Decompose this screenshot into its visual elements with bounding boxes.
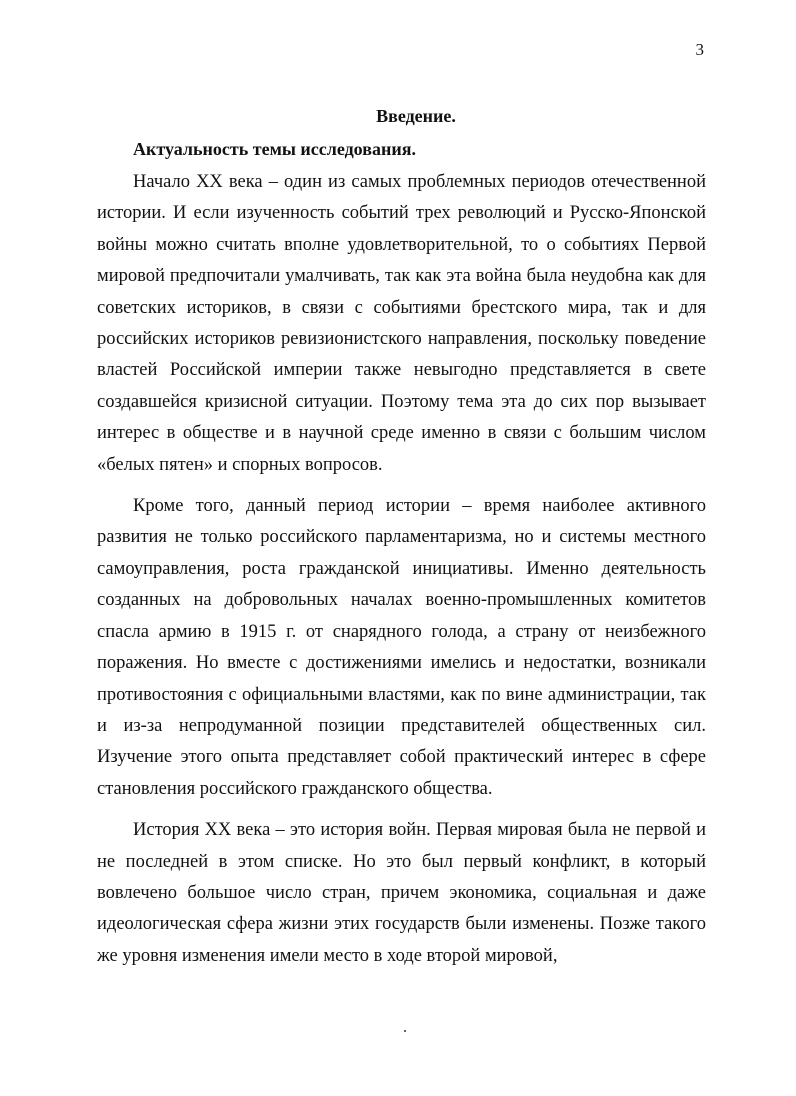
scan-speck bbox=[404, 1030, 406, 1032]
section-heading: Введение. bbox=[376, 106, 456, 126]
page-number: 3 bbox=[695, 40, 704, 59]
body-text bbox=[97, 167, 706, 982]
subsection-heading: Актуальность темы исследования. bbox=[133, 139, 416, 159]
paragraph: Кроме того, данный период истории – время наиболее активного развития не только российского парламентаризма, но и системы местного самоуправления, роста гражданской инициативы. Именно деятельность созданных на добровольных началах военно-промышленных комитетов спасла армию в 1915 г. от снарядного голода, а страну от неизбежного поражения. Но вместе с достижениями имелись и недостатки, возникали противостояния с официальными властями, как по вине администрации, так и из-за непродуманной позиции представителей общественных сил. Изучение этого опыта представляет собой практический интерес в сфере становления российского гражданского общества. bbox=[97, 496, 706, 799]
paragraph: История XX века – это история войн. Первая мировая была не первой и не последней в этом списке. Но это был первый конфликт, в который вовлечено большое число стран, причем экономика, социальная и даже идеологическая сфера жизни этих государств были изменены. Позже такого же уровня изменения имели место в ходе второй мировой, bbox=[97, 820, 706, 966]
paragraph: Начало XX века – один из самых проблемных периодов отечественной истории. И если изученность событий трех революций и Русско-Японской войны можно считать вполне удовлетворительной, то о событиях Первой мировой предпочитали умалчивать, так как эта война была неудобна как для советских историков, в связи с событиями брестского мира, так и для российских историков ревизионистского направления, поскольку поведение властей Российской империи также невыгодно представляется в свете создавшейся кризисной ситуации. Поэтому тема эта до сих пор вызывает интерес в обществе и в научной среде именно в связи с большим числом «белых пятен» и спорных вопросов. bbox=[97, 172, 706, 475]
